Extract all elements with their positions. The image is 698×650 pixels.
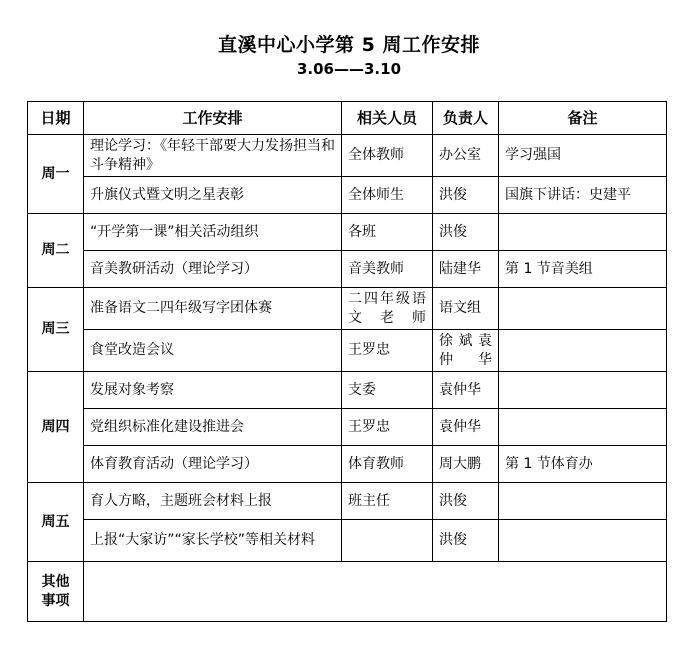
header-date: 日期 [28, 102, 84, 135]
table-row [28, 177, 667, 214]
header-task: 工作安排 [84, 102, 342, 135]
day-label-tuesday: 周二 [28, 214, 84, 288]
other-label-line2: 事项 [41, 592, 70, 609]
task-cell: 党组织标准化建设推进会 [84, 409, 342, 446]
table-row [28, 446, 667, 483]
table-row [28, 372, 667, 409]
note-cell [499, 372, 667, 409]
people-cell [342, 520, 433, 562]
task-cell: 育人方略，主题班会材料上报 [84, 483, 342, 520]
owner-cell: 办公室 [433, 135, 499, 177]
note-cell: 第 1 节音美组 [499, 251, 667, 288]
people-cell: 全体师生 [342, 177, 433, 214]
table-row [28, 330, 667, 372]
people-cell: 二四年级语文老师 [342, 288, 433, 330]
table-row [28, 135, 667, 177]
owner-cell: 陆建华 [433, 251, 499, 288]
task-cell: 准备语文二四年级写字团体赛 [84, 288, 342, 330]
header-owner: 负责人 [433, 102, 499, 135]
owner-cell: 洪俊 [433, 177, 499, 214]
note-cell [499, 483, 667, 520]
task-cell: 升旗仪式暨文明之星表彰 [84, 177, 342, 214]
table-row [28, 409, 667, 446]
header-people: 相关人员 [342, 102, 433, 135]
owner-cell: 语文组 [433, 288, 499, 330]
task-cell: 上报“大家访”“家长学校”等相关材料 [84, 520, 342, 562]
people-cell: 体育教师 [342, 446, 433, 483]
other-matters-row [28, 562, 667, 622]
people-cell: 王罗忠 [342, 330, 433, 372]
task-cell: 食堂改造会议 [84, 330, 342, 372]
day-label-friday: 周五 [28, 483, 84, 562]
other-matters-content [84, 562, 667, 622]
owner-cell: 洪俊 [433, 214, 499, 251]
people-cell: 音美教师 [342, 251, 433, 288]
task-cell: 理论学习：《年轻干部要大力发扬担当和斗争精神》 [84, 135, 342, 177]
other-label-line1: 其他 [41, 573, 70, 590]
people-cell: 各班 [342, 214, 433, 251]
note-cell [499, 409, 667, 446]
people-cell: 王罗忠 [342, 409, 433, 446]
people-cell: 全体教师 [342, 135, 433, 177]
day-label-wednesday: 周三 [28, 288, 84, 372]
note-cell: 国旗下讲话：史建平 [499, 177, 667, 214]
owner-cell: 周大鹏 [433, 446, 499, 483]
table-row [28, 483, 667, 520]
schedule-table [27, 101, 667, 622]
header-row [28, 102, 667, 135]
task-cell: 音美教研活动（理论学习） [84, 251, 342, 288]
day-label-thursday: 周四 [28, 372, 84, 483]
owner-cell: 袁仲华 [433, 409, 499, 446]
owner-cell: 袁仲华 [433, 372, 499, 409]
header-note: 备注 [499, 102, 667, 135]
people-cell: 班主任 [342, 483, 433, 520]
table-row [28, 288, 667, 330]
table-row [28, 520, 667, 562]
owner-cell: 徐斌袁仲华 [433, 330, 499, 372]
task-cell: “开学第一课”相关活动组织 [84, 214, 342, 251]
owner-cell: 洪俊 [433, 520, 499, 562]
task-cell: 体育教育活动（理论学习） [84, 446, 342, 483]
day-label-monday: 周一 [28, 135, 84, 214]
note-cell [499, 214, 667, 251]
people-cell: 支委 [342, 372, 433, 409]
note-cell [499, 288, 667, 330]
other-matters-label [28, 562, 84, 622]
note-cell [499, 520, 667, 562]
task-cell: 发展对象考察 [84, 372, 342, 409]
document-title: 直溪中心小学第 5 周工作安排 [218, 34, 480, 56]
note-cell: 第 1 节体育办 [499, 446, 667, 483]
table-row [28, 214, 667, 251]
date-range: 3.06——3.10 [296, 60, 402, 78]
owner-cell: 洪俊 [433, 483, 499, 520]
note-cell [499, 330, 667, 372]
note-cell: 学习强国 [499, 135, 667, 177]
table-row [28, 251, 667, 288]
